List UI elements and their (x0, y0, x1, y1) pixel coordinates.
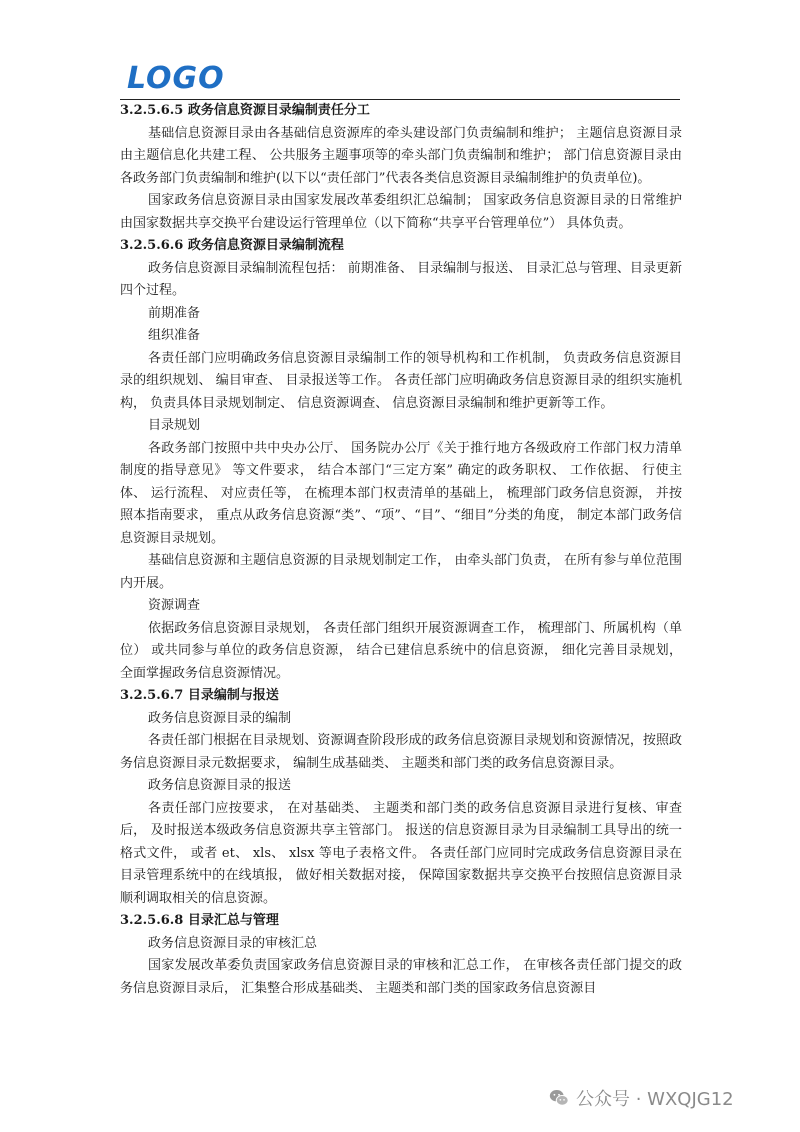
subheading: 前期准备 (148, 305, 201, 321)
watermark-text: 公众号 · WXQJG12 (576, 1089, 734, 1110)
section-heading: 3.2.5.6.8 目录汇总与管理 (120, 913, 279, 928)
subheading: 政务信息资源目录的审核汇总 (148, 935, 318, 951)
paragraph: 政务信息资源目录编制流程包括： 前期准备、 目录编制与报送、 目录汇总与管理、目录更新四个过程。 (120, 260, 682, 298)
paragraph: 依据政务信息资源目录规划， 各责任部门组织开展资源调查工作， 梳理部门、所属机构（单位） 或共同参与单位的政务信息资源， 结合已建信息系统中的信息资源， 细化完善目录规划， 全面掌握政务信息资源情况。 (120, 620, 682, 681)
paragraph: 各政务部门按照中共中央办公厅、 国务院办公厅《关于推行地方各级政府工作部门权力清单制度的指导意见》 等文件要求， 结合本部门“三定方案” 确定的政务职权、 工作依据、 行使主体、 运行流程、 对应责任等， 在梳理本部门权责清单的基础上， 梳理部门政务信息资源， 并按照本指南要求， 重点从政务信息资源“类”、“项”、“目”、“细目”分类的角度， 制定本部门政务信息资源目录规划。 (120, 440, 682, 546)
section-heading: 3.2.5.6.7 目录编制与报送 (120, 688, 279, 703)
document-body (120, 100, 682, 1000)
section-heading: 3.2.5.6.6 政务信息资源目录编制流程 (120, 238, 344, 253)
wechat-icon (548, 1087, 570, 1109)
subheading: 资源调查 (148, 598, 201, 613)
paragraph: 基础信息资源目录由各基础信息资源库的牵头建设部门负责编制和维护； 主题信息资源目录由主题信息化共建工程、 公共服务主题事项等的牵头部门负责编制和维护； 部门信息资源目录由各政务部门负责编制和维护(以下以“责任部门”代表各类信息资源目录编制维护的负责单位)。 (120, 125, 682, 186)
paragraph: 各责任部门应明确政务信息资源目录编制工作的领导机构和工作机制， 负责政务信息资源目录的组织规划、 编目审查、 目录报送等工作。 各责任部门应明确政务信息资源目录的组织实施机构， 负责具体目录规划制定、 信息资源调查、 信息资源目录编制和维护更新等工作。 (120, 350, 682, 411)
subheading: 组织准备 (148, 328, 201, 343)
section-heading: 3.2.5.6.5 政务信息资源目录编制责任分工 (120, 103, 370, 118)
subheading: 政务信息资源目录的编制 (148, 710, 292, 726)
paragraph: 国家政务信息资源目录由国家发展改革委组织汇总编制； 国家政务信息资源目录的日常维护由国家数据共享交换平台建设运行管理单位（以下简称“共享平台管理单位”） 具体负责。 (120, 193, 682, 231)
paragraph: 基础信息资源和主题信息资源的目录规划制定工作， 由牵头部门负责， 在所有参与单位范围内开展。 (120, 553, 682, 591)
paragraph: 国家发展改革委负责国家政务信息资源目录的审核和汇总工作， 在审核各责任部门提交的政务信息资源目录后， 汇集整合形成基础类、 主题类和部门类的国家政务信息资源目 (120, 958, 682, 996)
logo: LOGO (127, 61, 225, 96)
subheading: 政务信息资源目录的报送 (148, 778, 292, 793)
subheading: 目录规划 (148, 418, 201, 433)
paragraph: 各责任部门应按要求， 在对基础类、 主题类和部门类的政务信息资源目录进行复核、审查后， 及时报送本级政务信息资源共享主管部门。 报送的信息资源目录为目录编制工具导出的统一格式文件， 或者 et、 xls、 xlsx 等电子表格文件。 各责任部门应同时完成政务信息资源目录在目录管理系统中的在线填报， 做好相关数据对接， 保障国家数据共享交换平台按照信息资源目录顺利调取相关的信息资源。 (120, 800, 682, 906)
paragraph: 各责任部门根据在目录规划、资源调查阶段形成的政务信息资源目录规划和资源情况，按照政务信息资源目录元数据要求， 编制生成基础类、 主题类和部门类的政务信息资源目录。 (120, 733, 682, 771)
watermark (548, 1085, 734, 1111)
